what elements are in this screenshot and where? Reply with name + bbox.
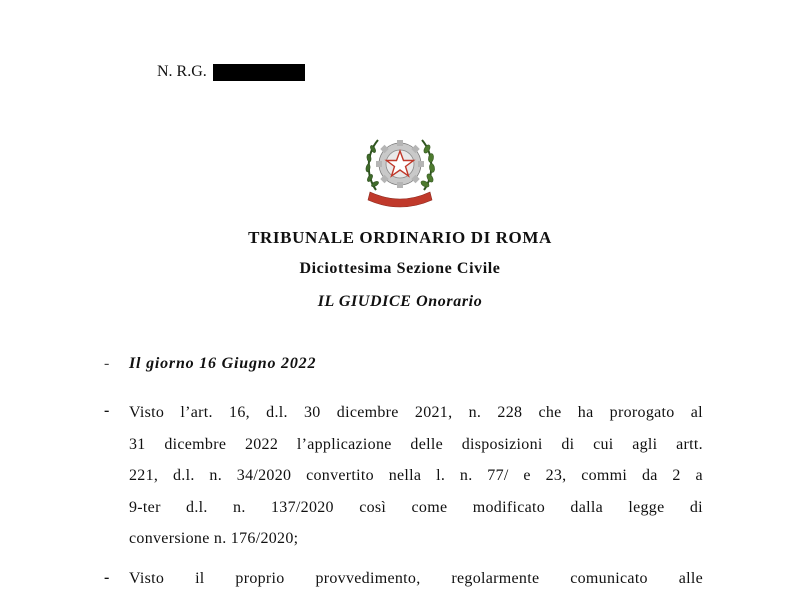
court-name: TRIBUNALE ORDINARIO DI ROMA <box>248 228 552 247</box>
paragraph-line: 9-ter d.l. n. 137/2020 così come modificato dalla legge di <box>129 498 703 516</box>
paragraph-visto-art-16 <box>129 397 703 555</box>
paragraph-line: 221, d.l. n. 34/2020 convertito nella l. n. 77/ e 23, commi da 2 a <box>129 467 703 484</box>
list-dash: - <box>104 355 110 372</box>
paragraph-line: Visto il proprio provvedimento, regolarmente comunicato alle <box>129 570 703 587</box>
paragraph-line: 31 dicembre 2022 l’applicazione delle disposizioni di cui agli artt. <box>129 435 703 453</box>
rg-label: N. R.G. <box>157 63 207 80</box>
redacted-case-number <box>213 64 305 81</box>
list-dash: - <box>104 402 110 419</box>
paragraph-line: Visto l’art. 16, d.l. 30 dicembre 2021, n. 228 che ha prorogato al <box>129 404 703 421</box>
paragraph-visto-provvedimento <box>129 563 703 595</box>
court-section: Diciottesima Sezione Civile <box>299 260 501 277</box>
hearing-date: Il giorno 16 Giugno 2022 <box>129 355 317 372</box>
judge-title: IL GIUDICE Onorario <box>317 293 483 310</box>
case-number <box>157 62 305 82</box>
paragraph-line: conversione n. 176/2020; <box>129 530 299 547</box>
list-dash: - <box>104 569 110 586</box>
emblem-italian-republic-icon <box>362 128 438 210</box>
